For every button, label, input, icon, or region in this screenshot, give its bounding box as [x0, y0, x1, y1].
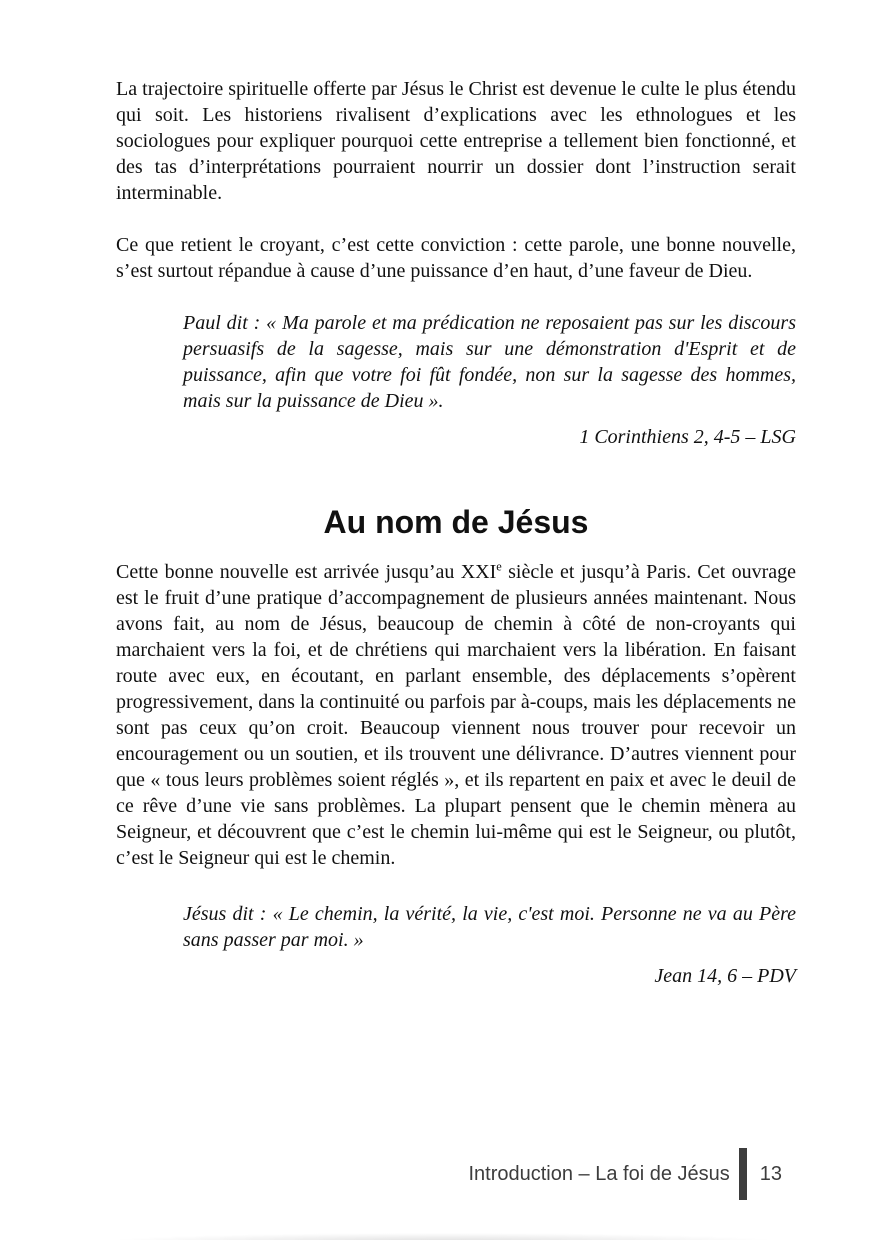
paragraph-conviction: Ce que retient le croyant, c’est cette conviction : cette parole, une bonne nouvelle, s’est surtout répandue à cause d’une puissance d’en haut, d’une faveur de Dieu. [116, 234, 796, 282]
paragraph-bonne-nouvelle-start: Cette bonne nouvelle est arrivée jusqu’au XXI [116, 561, 497, 583]
quote-jesus [183, 901, 796, 989]
paragraph-bonne-nouvelle-rest: siècle et jusqu’à Paris. Cet ouvrage est le fruit d’une pratique d’accompagnement de plusieurs années maintenant. Nous avons fait, au nom de Jésus, beaucoup de chemin à côté de non-croyants qui marchaient vers la foi, et de chrétiens qui marchaient vers la libération. En faisant route avec eux, en écoutant, en parlant ensemble, des déplacements s’opèrent progressivement, dans la continuité ou parfois par à-coups, mais les déplacements ne sont pas ceux qu’on croit. Beaucoup viennent nous trouver pour recevoir un encouragement ou un soutien, et ils trouvent une délivrance. D’autres viennent pour que « tous leurs problèmes soient réglés », et ils repartent en paix et avec le deuil de ce rêve d’une vie sans problèmes. La plupart pensent que le chemin mènera au Seigneur, et découvrent que c’est le chemin lui-même qui est le Seigneur, ou plutôt, c’est le Seigneur qui est le chemin. [116, 561, 796, 869]
section-heading: Au nom de Jésus [323, 504, 589, 540]
paragraph-bonne-nouvelle [116, 559, 796, 871]
footer-chapter-title: Introduction – La foi de Jésus [468, 1162, 730, 1185]
footer-divider-bar [739, 1148, 747, 1200]
ordinal-superscript: e [496, 559, 502, 574]
quote-jesus-text: Jésus dit : « Le chemin, la vérité, la vie, c'est moi. Personne ne va au Père sans passer par moi. » [183, 903, 796, 951]
quote-paul [183, 310, 796, 450]
page-content [116, 0, 796, 989]
footer-page-number: 13 [759, 1162, 782, 1185]
quote-jesus-citation: Jean 14, 6 – PDV [654, 965, 796, 987]
paragraph-trajectoire: La trajectoire spirituelle offerte par Jésus le Christ est devenue le culte le plus étendu qui soit. Les historiens rivalisent d’explications avec les ethnologues et les sociologues pour expliquer pourquoi cette entreprise a tellement bien fonctionné, et des tas d’interprétations pourraient nourrir un dossier dont l’instruction serait interminable. [116, 78, 796, 204]
quote-paul-text: Paul dit : « Ma parole et ma prédication ne reposaient pas sur les discours persuasifs de la sagesse, mais sur une démonstration d'Esprit et de puissance, afin que votre foi fût fondée, non sur la sagesse des hommes, mais sur la puissance de Dieu ». [183, 312, 796, 412]
page-footer [468, 1148, 782, 1200]
page-bottom-shadow [0, 1230, 886, 1240]
quote-paul-citation: 1 Corinthiens 2, 4-5 – LSG [579, 426, 796, 448]
